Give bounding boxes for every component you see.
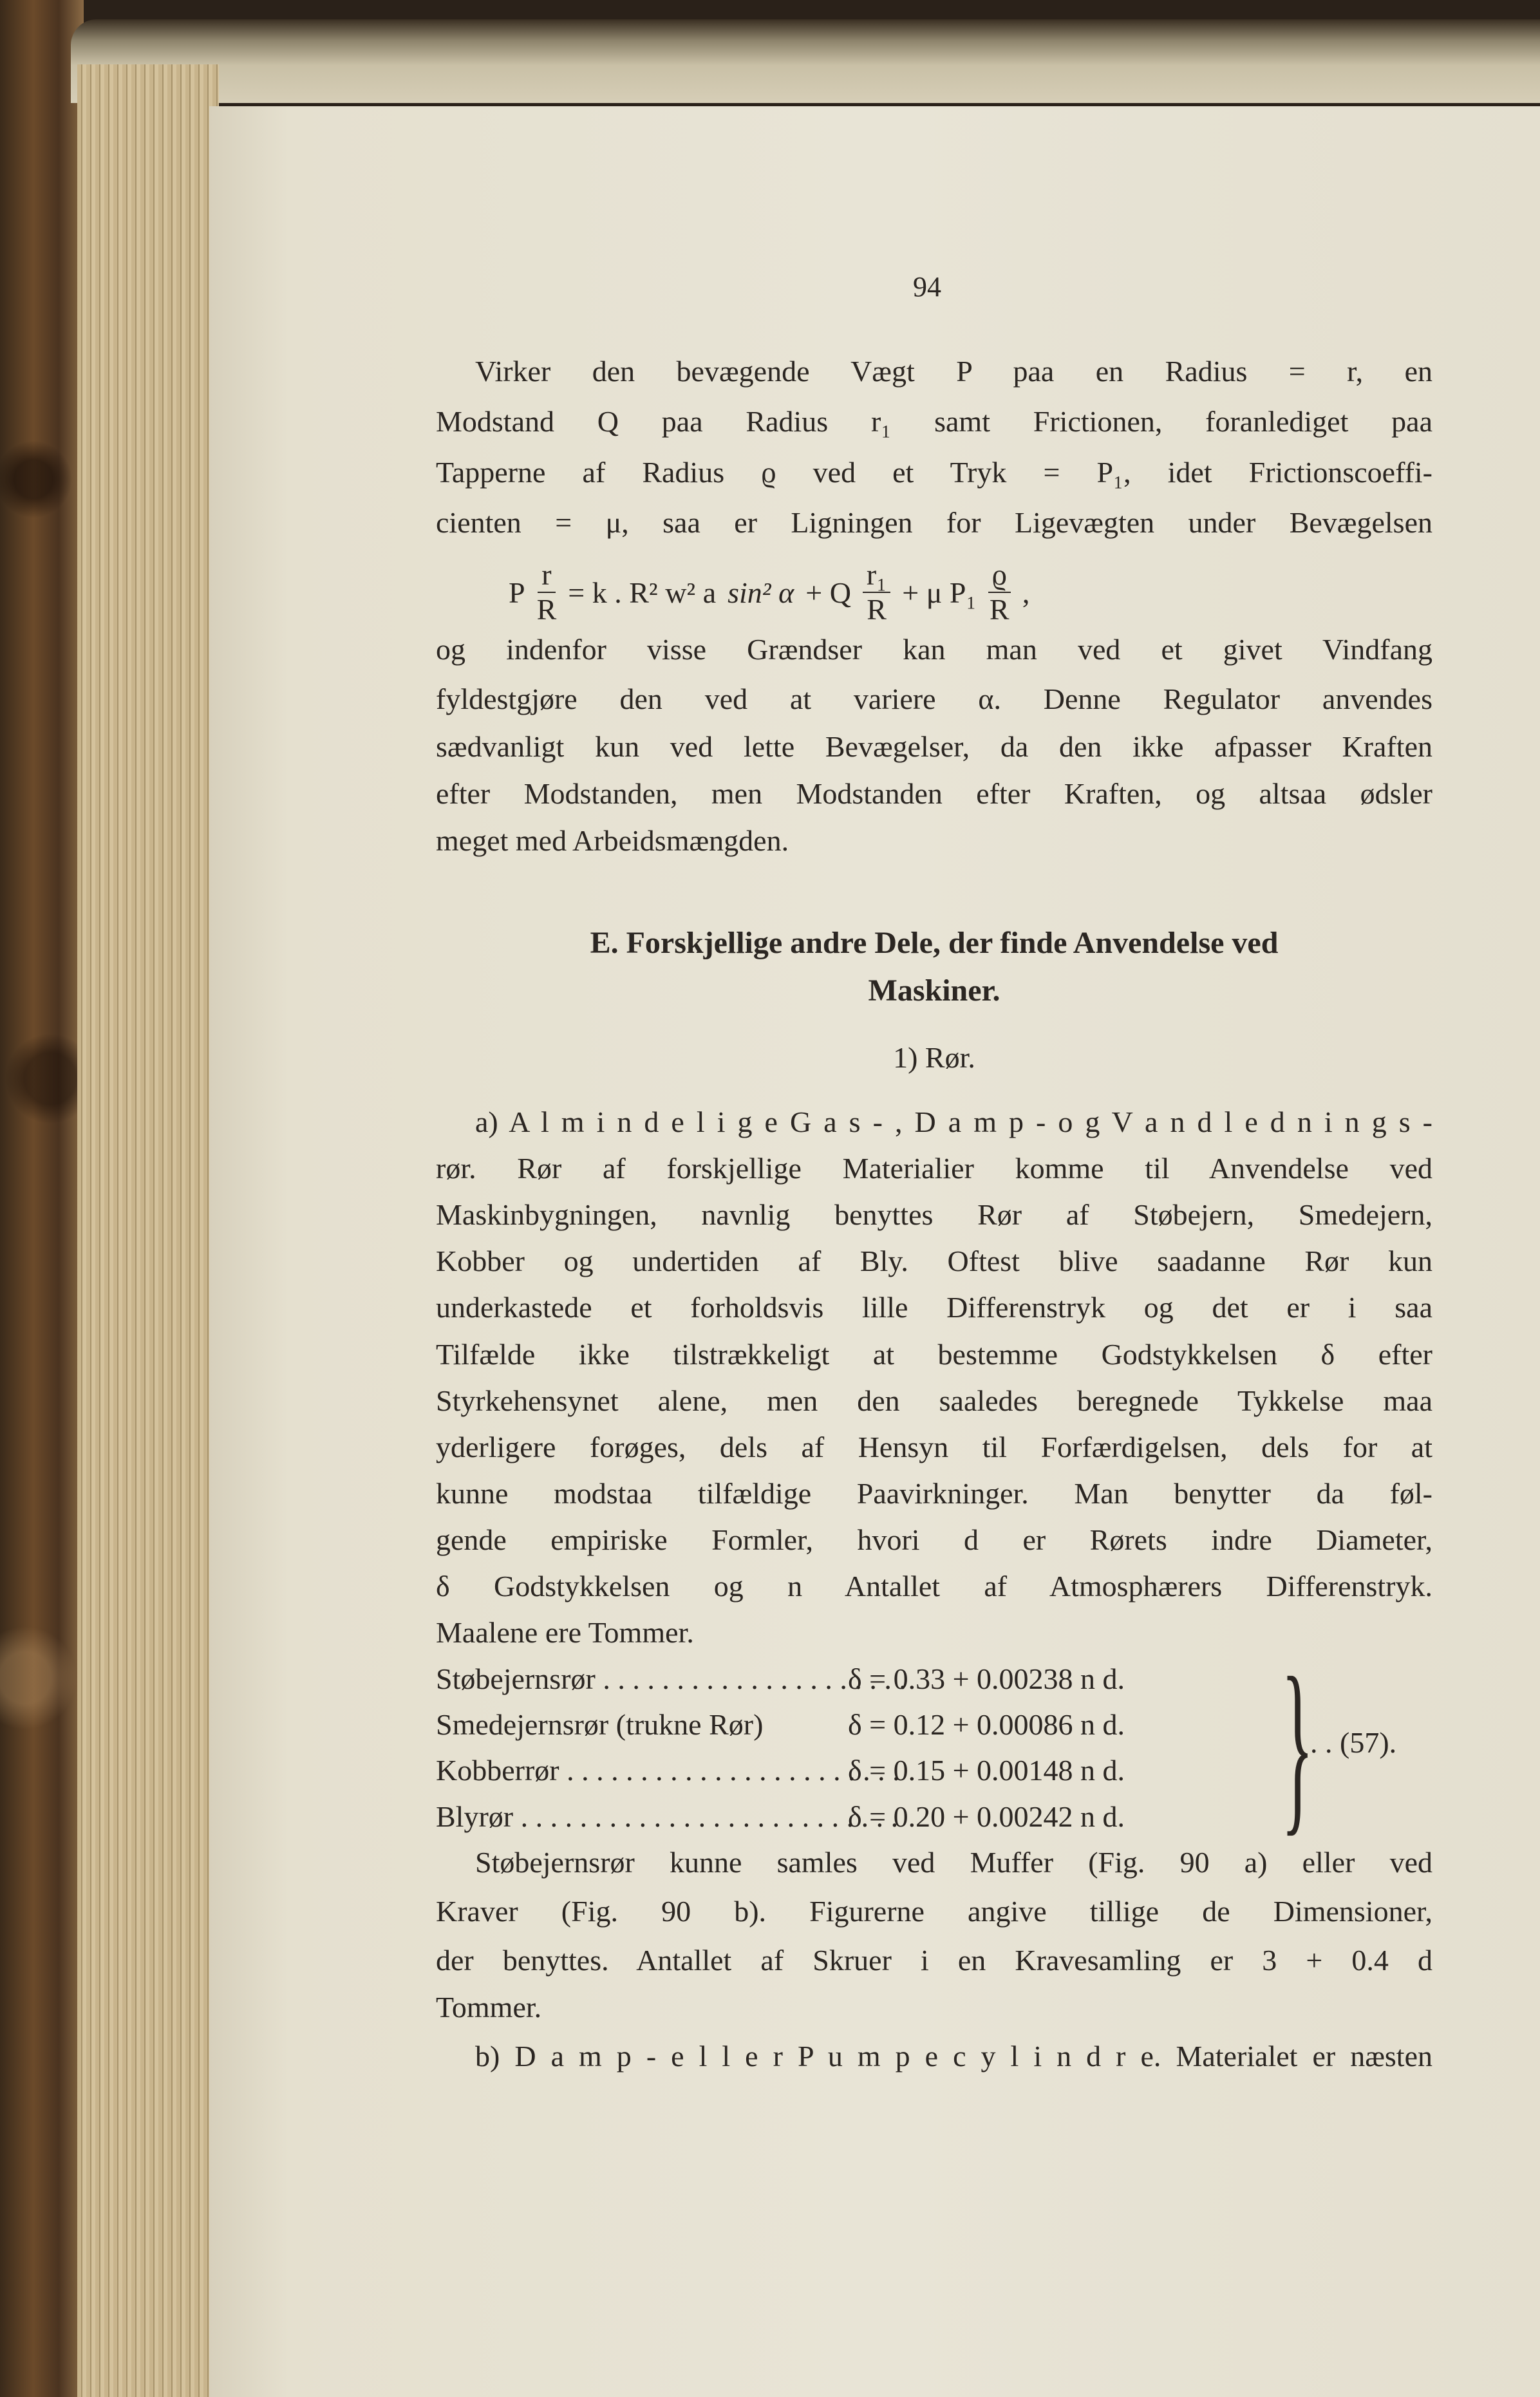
text-line: Tommer. xyxy=(436,1991,542,2024)
denominator: R xyxy=(536,593,557,626)
thickness-formula: δ = 0.33 + 0.00238 n d. xyxy=(848,1662,1125,1695)
text-line: sædvanligt kun ved lette Bevægelser, da den ikke afpasser Kraften xyxy=(436,730,1432,763)
text-line: rør. Rør af forskjellige Materialier komme til Anvendelse ved xyxy=(436,1152,1432,1185)
book-spine xyxy=(0,0,84,2397)
pipe-type: Blyrør . . . . . . . . . . . . . . . . . . . . . . . . . . xyxy=(436,1800,899,1833)
formula-term: P xyxy=(509,576,525,609)
text-line: Tilfælde ikke tilstrækkeligt at bestemme Godstykkelsen δ efter xyxy=(436,1338,1432,1371)
equation-number: . . (57). xyxy=(1310,1726,1397,1759)
text-line: fyldestgjøre den ved at variere α. Denne Regulator anvendes xyxy=(436,682,1432,715)
formula-term: , xyxy=(1022,576,1030,609)
text-line: Virker den bevægende Vægt P paa en Radius = r, en xyxy=(475,355,1432,388)
text-line: δ Godstykkelsen og n Antallet af Atmosphærers Differenstryk. xyxy=(436,1570,1432,1603)
text-line: Tapperne af Radius ϱ ved et Tryk = P₁, idet Frictionscoeffi- xyxy=(436,456,1432,489)
fraction xyxy=(537,558,557,626)
subsection-heading: 1) Rør. xyxy=(893,1041,975,1074)
text-line: og indenfor visse Grændser kan man ved et givet Vindfang xyxy=(436,633,1432,666)
fraction xyxy=(863,558,890,626)
formula-term: + μ P₁ xyxy=(902,576,977,609)
text-line: Støbejernsrør kunne samles ved Muffer (Fig. 90 a) eller ved xyxy=(475,1846,1432,1879)
text-line: a) A l m i n d e l i g e G a s - , D a m p - o g V a n d l e d n i n g s - xyxy=(475,1105,1432,1138)
formula-term: + Q xyxy=(805,576,851,609)
text-line: yderligere forøges, dels af Hensyn til Forfærdigelsen, dels for at xyxy=(436,1431,1432,1463)
equilibrium-formula xyxy=(509,554,1029,631)
thickness-formula: δ = 0.15 + 0.00148 n d. xyxy=(848,1754,1125,1787)
text-line: gende empiriske Formler, hvori d er Rørets indre Diameter, xyxy=(436,1523,1432,1556)
thickness-formula: δ = 0.20 + 0.00242 n d. xyxy=(848,1800,1125,1833)
formula-row xyxy=(436,1798,1125,1836)
pipe-type: Støbejernsrør . . . . . . . . . . . . . . . . . . . . . xyxy=(436,1662,906,1695)
numerator: r₁ xyxy=(863,558,890,593)
denominator: R xyxy=(867,593,887,626)
text-line: Maalene ere Tommer. xyxy=(436,1616,694,1649)
brace: } xyxy=(1281,1638,1314,1852)
text-line: Kraver (Fig. 90 b). Figurerne angive tillige de Dimensioner, xyxy=(436,1895,1432,1928)
text-line: Maskinbygningen, navnlig benyttes Rør af Støbejern, Smedejern, xyxy=(436,1198,1432,1231)
numerator: ϱ xyxy=(988,558,1011,593)
text-line: Modstand Q paa Radius r₁ samt Frictionen, foranlediget paa xyxy=(436,405,1432,438)
text-line: b) D a m p - e l l e r P u m p e c y l i n d r e. Materialet er næsten xyxy=(475,2040,1432,2073)
denominator: R xyxy=(989,593,1009,626)
text-line: Kobber og undertiden af Bly. Oftest blive saadanne Rør kun xyxy=(436,1245,1432,1277)
text-line: efter Modstanden, men Modstanden efter Kraften, og altsaa ødsler xyxy=(436,777,1432,810)
pipe-type: Kobberrør . . . . . . . . . . . . . . . . . . . . . . . xyxy=(436,1754,900,1787)
formula-row xyxy=(436,1706,1125,1744)
book-top-edge xyxy=(71,19,1540,103)
text-line: Styrkehensynet alene, men den saaledes beregnede Tykkelse maa xyxy=(436,1384,1432,1417)
section-heading: E. Forskjellige andre Dele, der finde Anvendelse ved xyxy=(590,926,1279,960)
section-heading: Maskiner. xyxy=(868,973,1000,1008)
page-number: 94 xyxy=(913,271,941,303)
page-edges xyxy=(77,64,219,2397)
text-line: cienten = μ, saa er Ligningen for Ligevægten under Bevægelsen xyxy=(436,506,1432,539)
fraction xyxy=(988,558,1011,626)
pipe-type: Smedejernsrør (trukne Rør) xyxy=(436,1708,764,1741)
text-line: meget med Arbeidsmængden. xyxy=(436,824,789,857)
formula-row xyxy=(436,1751,1125,1790)
text-line: underkastede et forholdsvis lille Differenstryk og det er i saa xyxy=(436,1291,1432,1324)
formula-term: sin² α xyxy=(728,576,794,609)
formula-term: = k . R² w² a xyxy=(568,576,717,609)
thickness-formula: δ = 0.12 + 0.00086 n d. xyxy=(848,1708,1125,1741)
formula-row xyxy=(436,1660,1125,1698)
text-line: der benyttes. Antallet af Skruer i en Kravesamling er 3 + 0.4 d xyxy=(436,1944,1432,1977)
text-line: kunne modstaa tilfældige Paavirkninger. Man benytter da føl- xyxy=(436,1477,1432,1510)
numerator: r xyxy=(538,558,555,593)
